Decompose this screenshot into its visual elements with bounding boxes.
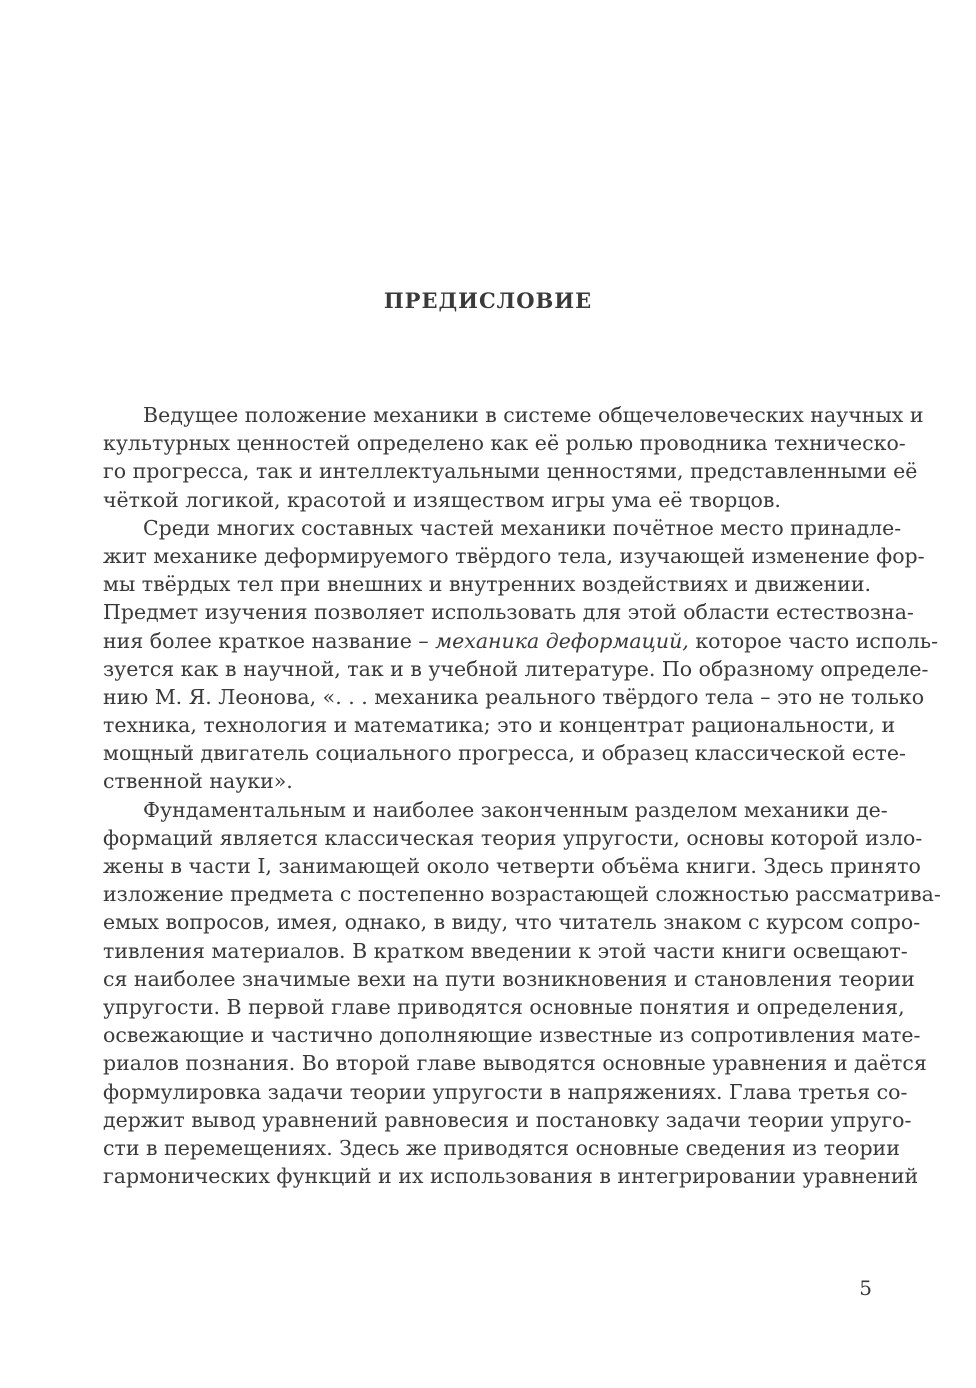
text-line: жены в части I, занимающей около четверти объёма книги. Здесь принято bbox=[103, 854, 921, 878]
text-line: мощный двигатель социального прогресса, и образец классической есте- bbox=[103, 741, 906, 766]
page-title: ПРЕДИСЛОВИЕ bbox=[383, 288, 593, 313]
text-line: Ведущее положение механики в системе общечеловеческих научных и bbox=[143, 403, 924, 427]
text-line: изложение предмета с постепенно возрастающей сложностью рассматрива- bbox=[103, 882, 941, 907]
text-line: нию М. Я. Леонова, «. . . механика реального твёрдого тела – это не только bbox=[103, 684, 925, 709]
text-line: гармонических функций и их использования в интегрировании уравнений bbox=[103, 1164, 919, 1189]
text-line: Фундаментальным и наиболее законченным разделом механики де- bbox=[143, 797, 888, 822]
text-line-with-italic bbox=[103, 627, 939, 655]
paragraph-1 bbox=[103, 401, 924, 514]
text-line: техника, технология и математика; это и концентрат рациональности, и bbox=[103, 713, 896, 738]
text-line: формаций является классическая теория упругости, основы которой изло- bbox=[103, 825, 923, 850]
text-line: зуется как в научной, так и в учебной литературе. По образному определе- bbox=[103, 656, 929, 681]
text-line: Предмет изучения позволяет использовать для этой области естествозна- bbox=[103, 600, 914, 625]
preface-body bbox=[103, 401, 941, 1190]
text-line: ственной науки». bbox=[103, 769, 293, 794]
text-line: го прогресса, так и интеллектуальными ценностями, представленными её bbox=[103, 459, 918, 484]
text-line: тивления материалов. В кратком введении к этой части книги освещают- bbox=[103, 938, 908, 963]
text-line: освежающие и частично дополняющие известные из сопротивления мате- bbox=[103, 1023, 921, 1048]
page-number: 5 bbox=[859, 1276, 872, 1300]
text-line: мы твёрдых тел при внешних и внутренних воздействиях и движении. bbox=[103, 572, 871, 597]
text-line: чёткой логикой, красотой и изяществом игры ума её творцов. bbox=[103, 487, 781, 512]
text-line: упругости. В первой главе приводятся основные понятия и определения, bbox=[103, 994, 905, 1019]
text-line: формулировка задачи теории упругости в напряжениях. Глава третья со- bbox=[103, 1079, 908, 1104]
text-line: емых вопросов, имея, однако, в виду, что читатель знаком с курсом сопро- bbox=[103, 910, 921, 935]
paragraph-2 bbox=[103, 514, 939, 796]
text-segment: ния более краткое название – bbox=[103, 628, 436, 653]
paragraph-3 bbox=[103, 796, 941, 1191]
text-line: жит механике деформируемого твёрдого тела, изучающей изменение фор- bbox=[103, 543, 925, 568]
text-line: сти в перемещениях. Здесь же приводятся основные сведения из теории bbox=[103, 1135, 900, 1160]
text-line: риалов познания. Во второй главе выводятся основные уравнения и даётся bbox=[103, 1051, 927, 1076]
italic-term: механика деформаций, bbox=[435, 628, 689, 653]
text-line: Среди многих составных частей механики почётное место принадле- bbox=[143, 515, 902, 540]
text-line: культурных ценностей определено как её ролью проводника техническо- bbox=[103, 431, 906, 456]
text-segment: которое часто исполь- bbox=[688, 628, 939, 653]
text-line: ся наиболее значимые вехи на пути возникновения и становления теории bbox=[103, 966, 915, 991]
text-line: держит вывод уравнений равновесия и постановку задачи теории упруго- bbox=[103, 1107, 912, 1132]
